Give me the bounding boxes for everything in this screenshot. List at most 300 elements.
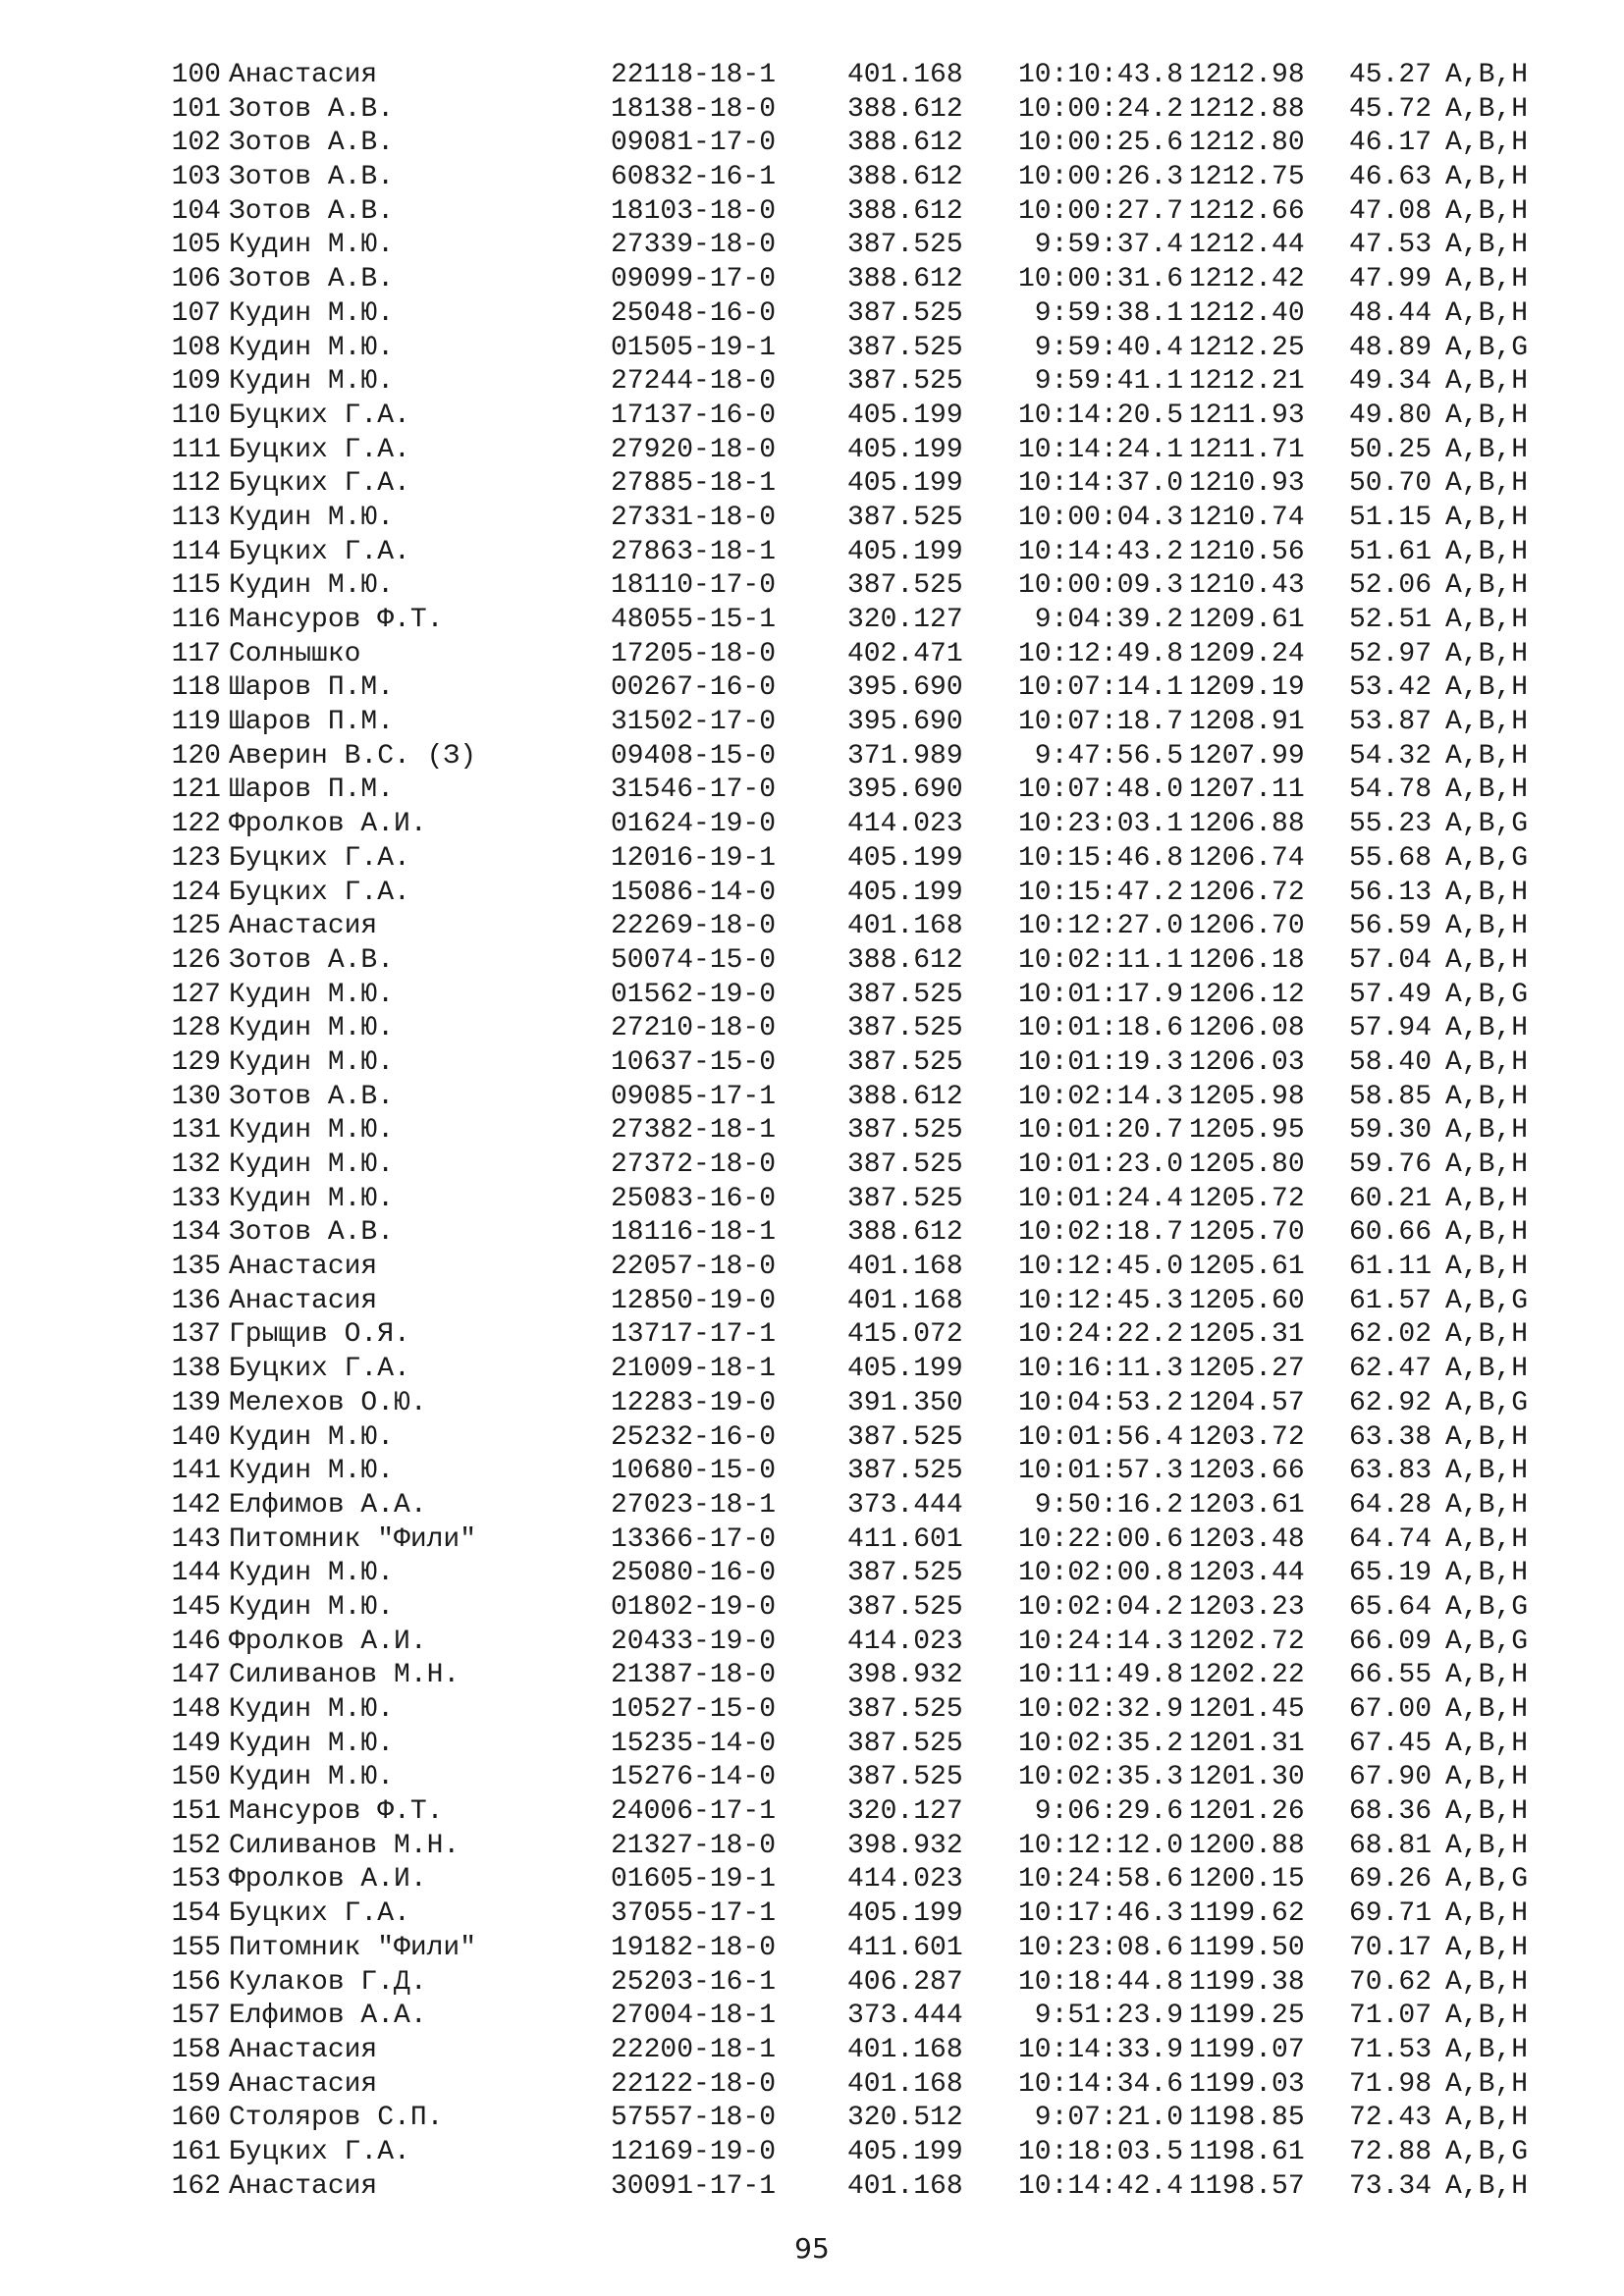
distance: 401.168: [847, 911, 963, 942]
ring-number: 09081-17-0: [611, 128, 777, 159]
arrival-time: 10:14:43.2: [1017, 536, 1183, 567]
place: 142: [171, 1489, 221, 1521]
fancier-name: Фролков А.И.: [229, 809, 427, 840]
fancier-name: Буцких Г.А.: [229, 468, 410, 500]
ring-number: 22057-18-0: [611, 1252, 777, 1283]
ring-number: 12016-19-1: [611, 842, 777, 874]
flags: A,B,H: [1445, 230, 1529, 261]
points: 47.53: [1348, 230, 1432, 261]
points: 63.38: [1348, 1421, 1432, 1453]
fancier-name: Елфимов А.А.: [229, 1489, 427, 1521]
points: 54.32: [1348, 740, 1432, 772]
ring-number: 27382-18-1: [611, 1115, 777, 1147]
ring-number: 01624-19-0: [611, 809, 777, 840]
table-row: [0, 1557, 1624, 1591]
table-row: [0, 1830, 1624, 1864]
points: 66.09: [1348, 1626, 1432, 1657]
flags: A,B,H: [1445, 536, 1529, 567]
fancier-name: Кудин М.Ю.: [229, 332, 395, 363]
speed: 1199.25: [1189, 2001, 1305, 2032]
flags: A,B,H: [1445, 2068, 1529, 2100]
arrival-time: 10:14:42.4: [1017, 2170, 1183, 2202]
fancier-name: Кудин М.Ю.: [229, 1456, 395, 1487]
ring-number: 01802-19-0: [611, 1591, 777, 1623]
arrival-time: 10:01:57.3: [1017, 1456, 1183, 1487]
speed: 1203.66: [1189, 1456, 1305, 1487]
flags: A,B,H: [1445, 502, 1529, 533]
distance: 320.127: [847, 1796, 963, 1828]
speed: 1199.38: [1189, 1966, 1305, 1998]
flags: A,B,H: [1445, 911, 1529, 942]
fancier-name: Грыщив О.Я.: [229, 1319, 410, 1351]
table-row: [0, 1353, 1624, 1387]
points: 57.49: [1348, 979, 1432, 1010]
ring-number: 22269-18-0: [611, 911, 777, 942]
ring-number: 21009-18-1: [611, 1354, 777, 1385]
points: 60.21: [1348, 1183, 1432, 1214]
speed: 1212.66: [1189, 195, 1305, 227]
speed: 1203.61: [1189, 1489, 1305, 1521]
arrival-time: 10:01:20.7: [1017, 1115, 1183, 1147]
flags: A,B,H: [1445, 93, 1529, 125]
speed: 1205.70: [1189, 1217, 1305, 1249]
distance: 398.932: [847, 1830, 963, 1861]
points: 60.66: [1348, 1217, 1432, 1249]
flags: A,B,H: [1445, 1456, 1529, 1487]
table-row: [0, 1216, 1624, 1251]
place: 124: [171, 877, 221, 908]
speed: 1206.03: [1189, 1046, 1305, 1078]
table-row: [0, 93, 1624, 128]
place: 115: [171, 570, 221, 602]
flags: A,B,H: [1445, 195, 1529, 227]
arrival-time: 10:14:34.6: [1017, 2068, 1183, 2100]
ring-number: 10637-15-0: [611, 1046, 777, 1078]
speed: 1202.22: [1189, 1660, 1305, 1691]
distance: 388.612: [847, 162, 963, 193]
flags: A,B,H: [1445, 944, 1529, 976]
points: 63.83: [1348, 1456, 1432, 1487]
distance: 388.612: [847, 128, 963, 159]
flags: A,B,H: [1445, 1489, 1529, 1521]
points: 71.98: [1348, 2068, 1432, 2100]
fancier-name: Кудин М.Ю.: [229, 366, 395, 398]
fancier-name: Кудин М.Ю.: [229, 1115, 395, 1147]
ring-number: 15086-14-0: [611, 877, 777, 908]
fancier-name: Буцких Г.А.: [229, 400, 410, 431]
place: 144: [171, 1558, 221, 1589]
place: 154: [171, 1898, 221, 1930]
distance: 402.471: [847, 638, 963, 669]
ring-number: 12850-19-0: [611, 1285, 777, 1316]
ring-number: 31546-17-0: [611, 774, 777, 806]
fancier-name: Аверин В.С. (З): [229, 740, 477, 772]
distance: 395.690: [847, 672, 963, 704]
flags: A,B,H: [1445, 162, 1529, 193]
speed: 1210.56: [1189, 536, 1305, 567]
arrival-time: 10:14:37.0: [1017, 468, 1183, 500]
distance: 387.525: [847, 332, 963, 363]
arrival-time: 10:02:11.1: [1017, 944, 1183, 976]
ring-number: 48055-15-1: [611, 605, 777, 635]
fancier-name: Анастасия: [229, 1252, 378, 1283]
fancier-name: Мансуров Ф.Т.: [229, 1796, 444, 1828]
place: 160: [171, 2103, 221, 2134]
points: 68.81: [1348, 1830, 1432, 1861]
fancier-name: Зотов А.В.: [229, 944, 395, 976]
table-row: [0, 467, 1624, 502]
arrival-time: 10:02:35.3: [1017, 1762, 1183, 1793]
fancier-name: Зотов А.В.: [229, 1217, 395, 1249]
arrival-time: 10:01:56.4: [1017, 1421, 1183, 1453]
distance: 415.072: [847, 1319, 963, 1351]
arrival-time: 10:00:24.2: [1017, 93, 1183, 125]
flags: A,B,H: [1445, 672, 1529, 704]
flags: A,B,H: [1445, 1932, 1529, 1963]
distance: 373.444: [847, 2001, 963, 2032]
points: 71.53: [1348, 2034, 1432, 2065]
fancier-name: Кудин М.Ю.: [229, 1149, 395, 1180]
table-row: [0, 127, 1624, 161]
points: 46.63: [1348, 162, 1432, 193]
table-row: [0, 1966, 1624, 2001]
arrival-time: 10:07:48.0: [1017, 774, 1183, 806]
points: 59.30: [1348, 1115, 1432, 1147]
flags: A,B,G: [1445, 979, 1529, 1010]
distance: 391.350: [847, 1387, 963, 1418]
arrival-time: 9:59:38.1: [1034, 297, 1183, 329]
place: 159: [171, 2068, 221, 2100]
distance: 388.612: [847, 1217, 963, 1249]
ring-number: 12169-19-0: [611, 2136, 777, 2167]
table-row: [0, 1932, 1624, 1966]
place: 158: [171, 2034, 221, 2065]
distance: 320.512: [847, 2103, 963, 2134]
points: 67.00: [1348, 1694, 1432, 1725]
ring-number: 27210-18-0: [611, 1013, 777, 1044]
place: 127: [171, 979, 221, 1010]
distance: 405.199: [847, 2136, 963, 2167]
speed: 1204.57: [1189, 1387, 1305, 1418]
place: 161: [171, 2136, 221, 2167]
place: 111: [171, 434, 221, 465]
place: 117: [171, 638, 221, 669]
arrival-time: 9:50:16.2: [1034, 1489, 1183, 1521]
flags: A,B,G: [1445, 1387, 1529, 1418]
arrival-time: 10:01:23.0: [1017, 1149, 1183, 1180]
fancier-name: Кудин М.Ю.: [229, 1762, 395, 1793]
fancier-name: Фролков А.И.: [229, 1864, 427, 1896]
arrival-time: 10:15:47.2: [1017, 877, 1183, 908]
points: 56.59: [1348, 911, 1432, 942]
speed: 1203.44: [1189, 1558, 1305, 1589]
table-row: [0, 808, 1624, 842]
points: 67.90: [1348, 1762, 1432, 1793]
distance: 387.525: [847, 297, 963, 329]
place: 152: [171, 1830, 221, 1861]
distance: 411.601: [847, 1932, 963, 1963]
table-row: [0, 1046, 1624, 1081]
speed: 1210.74: [1189, 502, 1305, 533]
ring-number: 27244-18-0: [611, 366, 777, 398]
ring-number: 31502-17-0: [611, 707, 777, 738]
table-row: [0, 1081, 1624, 1115]
place: 106: [171, 264, 221, 295]
distance: 371.989: [847, 740, 963, 772]
distance: 388.612: [847, 93, 963, 125]
distance: 405.199: [847, 842, 963, 874]
arrival-time: 9:59:41.1: [1034, 366, 1183, 398]
points: 58.40: [1348, 1046, 1432, 1078]
ring-number: 13366-17-0: [611, 1523, 777, 1555]
points: 49.34: [1348, 366, 1432, 398]
place: 119: [171, 707, 221, 738]
distance: 395.690: [847, 707, 963, 738]
distance: 405.199: [847, 434, 963, 465]
distance: 405.199: [847, 468, 963, 500]
table-row: [0, 1897, 1624, 1932]
flags: A,B,H: [1445, 128, 1529, 159]
distance: 405.199: [847, 877, 963, 908]
results-table: [0, 59, 1624, 2204]
points: 51.61: [1348, 536, 1432, 567]
flags: A,B,G: [1445, 2136, 1529, 2167]
place: 125: [171, 911, 221, 942]
arrival-time: 10:23:08.6: [1017, 1932, 1183, 1963]
points: 50.25: [1348, 434, 1432, 465]
fancier-name: Фролков А.И.: [229, 1626, 427, 1657]
points: 47.99: [1348, 264, 1432, 295]
speed: 1212.40: [1189, 297, 1305, 329]
arrival-time: 10:24:22.2: [1017, 1319, 1183, 1351]
points: 47.08: [1348, 195, 1432, 227]
fancier-name: Шаров П.М.: [229, 672, 395, 704]
place: 136: [171, 1285, 221, 1316]
arrival-time: 10:16:11.3: [1017, 1354, 1183, 1385]
place: 112: [171, 468, 221, 500]
ring-number: 60832-16-1: [611, 162, 777, 193]
table-row: [0, 671, 1624, 706]
fancier-name: Солнышко: [229, 638, 361, 669]
ring-number: 01562-19-0: [611, 979, 777, 1010]
points: 49.80: [1348, 400, 1432, 431]
arrival-time: 9:04:39.2: [1034, 605, 1183, 635]
ring-number: 22118-18-1: [611, 60, 777, 90]
arrival-time: 10:02:18.7: [1017, 1217, 1183, 1249]
distance: 387.525: [847, 1046, 963, 1078]
arrival-time: 10:02:04.2: [1017, 1591, 1183, 1623]
distance: 411.601: [847, 1523, 963, 1555]
table-row: [0, 1318, 1624, 1353]
flags: A,B,H: [1445, 774, 1529, 806]
ring-number: 13717-17-1: [611, 1319, 777, 1351]
flags: A,B,H: [1445, 1354, 1529, 1385]
speed: 1212.21: [1189, 366, 1305, 398]
points: 52.51: [1348, 605, 1432, 635]
table-row: [0, 1285, 1624, 1319]
fancier-name: Кудин М.Ю.: [229, 502, 395, 533]
table-row: [0, 2102, 1624, 2136]
distance: 405.199: [847, 1898, 963, 1930]
points: 65.19: [1348, 1558, 1432, 1589]
place: 139: [171, 1387, 221, 1418]
flags: A,B,H: [1445, 1830, 1529, 1861]
speed: 1209.24: [1189, 638, 1305, 669]
table-row: [0, 2136, 1624, 2170]
arrival-time: 9:47:56.5: [1034, 740, 1183, 772]
fancier-name: Зотов А.В.: [229, 93, 395, 125]
place: 147: [171, 1660, 221, 1691]
distance: 401.168: [847, 2034, 963, 2065]
speed: 1210.93: [1189, 468, 1305, 500]
arrival-time: 10:07:18.7: [1017, 707, 1183, 738]
fancier-name: Анастасия: [229, 2068, 378, 2100]
speed: 1203.23: [1189, 1591, 1305, 1623]
arrival-time: 10:12:45.3: [1017, 1285, 1183, 1316]
fancier-name: Питомник "Фили": [229, 1523, 477, 1555]
flags: A,B,G: [1445, 332, 1529, 363]
ring-number: 00267-16-0: [611, 672, 777, 704]
arrival-time: 10:18:03.5: [1017, 2136, 1183, 2167]
place: 149: [171, 1728, 221, 1759]
table-row: [0, 195, 1624, 230]
fancier-name: Кудин М.Ю.: [229, 570, 395, 602]
distance: 405.199: [847, 1354, 963, 1385]
speed: 1201.30: [1189, 1762, 1305, 1793]
ring-number: 18103-18-0: [611, 195, 777, 227]
distance: 401.168: [847, 2068, 963, 2100]
speed: 1198.85: [1189, 2103, 1305, 2134]
fancier-name: Анастасия: [229, 60, 378, 90]
place: 105: [171, 230, 221, 261]
distance: 405.199: [847, 400, 963, 431]
speed: 1209.19: [1189, 672, 1305, 704]
flags: A,B,H: [1445, 1115, 1529, 1147]
table-row: [0, 910, 1624, 944]
distance: 414.023: [847, 1864, 963, 1896]
points: 45.72: [1348, 93, 1432, 125]
distance: 387.525: [847, 1183, 963, 1214]
distance: 387.525: [847, 1694, 963, 1725]
place: 109: [171, 366, 221, 398]
flags: A,B,H: [1445, 1046, 1529, 1078]
table-row: [0, 1489, 1624, 1523]
table-row: [0, 1863, 1624, 1897]
arrival-time: 10:02:35.2: [1017, 1728, 1183, 1759]
points: 69.26: [1348, 1864, 1432, 1896]
flags: A,B,H: [1445, 1660, 1529, 1691]
distance: 387.525: [847, 1728, 963, 1759]
flags: A,B,H: [1445, 297, 1529, 329]
distance: 387.525: [847, 502, 963, 533]
fancier-name: Кудин М.Ю.: [229, 1558, 395, 1589]
ring-number: 01605-19-1: [611, 1864, 777, 1896]
table-row: [0, 332, 1624, 366]
table-row: [0, 2034, 1624, 2068]
table-row: [0, 1659, 1624, 1693]
place: 108: [171, 332, 221, 363]
flags: A,B,H: [1445, 1081, 1529, 1112]
fancier-name: Питомник "Фили": [229, 1932, 477, 1963]
place: 133: [171, 1183, 221, 1214]
points: 62.92: [1348, 1387, 1432, 1418]
table-row: [0, 502, 1624, 536]
place: 101: [171, 93, 221, 125]
table-row: [0, 297, 1624, 332]
ring-number: 27331-18-0: [611, 502, 777, 533]
ring-number: 21387-18-0: [611, 1660, 777, 1691]
ring-number: 22200-18-1: [611, 2034, 777, 2065]
distance: 388.612: [847, 195, 963, 227]
arrival-time: 10:12:49.8: [1017, 638, 1183, 669]
place: 155: [171, 1932, 221, 1963]
fancier-name: Кудин М.Ю.: [229, 1694, 395, 1725]
ring-number: 25048-16-0: [611, 297, 777, 329]
flags: A,B,H: [1445, 605, 1529, 635]
table-row: [0, 1693, 1624, 1728]
arrival-time: 10:12:45.0: [1017, 1252, 1183, 1283]
fancier-name: Кудин М.Ю.: [229, 1728, 395, 1759]
distance: 387.525: [847, 230, 963, 261]
speed: 1203.48: [1189, 1523, 1305, 1555]
flags: A,B,H: [1445, 740, 1529, 772]
distance: 387.525: [847, 570, 963, 602]
flags: A,B,H: [1445, 400, 1529, 431]
table-row: [0, 1761, 1624, 1795]
flags: A,B,H: [1445, 1252, 1529, 1283]
ring-number: 25232-16-0: [611, 1421, 777, 1453]
fancier-name: Силиванов М.Н.: [229, 1830, 460, 1861]
distance: 398.932: [847, 1660, 963, 1691]
table-row: [0, 740, 1624, 774]
ring-number: 17205-18-0: [611, 638, 777, 669]
flags: A,B,H: [1445, 1558, 1529, 1589]
flags: A,B,G: [1445, 1864, 1529, 1896]
points: 64.28: [1348, 1489, 1432, 1521]
flags: A,B,H: [1445, 1421, 1529, 1453]
table-row: [0, 1183, 1624, 1217]
points: 51.15: [1348, 502, 1432, 533]
table-row: [0, 365, 1624, 400]
page-number: 95: [794, 2232, 830, 2265]
speed: 1198.57: [1189, 2170, 1305, 2202]
arrival-time: 10:07:14.1: [1017, 672, 1183, 704]
speed: 1206.18: [1189, 944, 1305, 976]
flags: A,B,H: [1445, 434, 1529, 465]
ring-number: 18116-18-1: [611, 1217, 777, 1249]
flags: A,B,H: [1445, 2170, 1529, 2202]
fancier-name: Зотов А.В.: [229, 264, 395, 295]
flags: A,B,H: [1445, 638, 1529, 669]
flags: A,B,H: [1445, 570, 1529, 602]
points: 48.89: [1348, 332, 1432, 363]
ring-number: 30091-17-1: [611, 2170, 777, 2202]
fancier-name: Буцких Г.А.: [229, 434, 410, 465]
points: 54.78: [1348, 774, 1432, 806]
place: 107: [171, 297, 221, 329]
table-row: [0, 229, 1624, 263]
fancier-name: Кудин М.Ю.: [229, 1013, 395, 1044]
table-row: [0, 2000, 1624, 2034]
ring-number: 27004-18-1: [611, 2001, 777, 2032]
distance: 388.612: [847, 1081, 963, 1112]
fancier-name: Буцких Г.А.: [229, 877, 410, 908]
speed: 1202.72: [1189, 1626, 1305, 1657]
distance: 395.690: [847, 774, 963, 806]
ring-number: 17137-16-0: [611, 400, 777, 431]
distance: 387.525: [847, 1013, 963, 1044]
place: 123: [171, 842, 221, 874]
